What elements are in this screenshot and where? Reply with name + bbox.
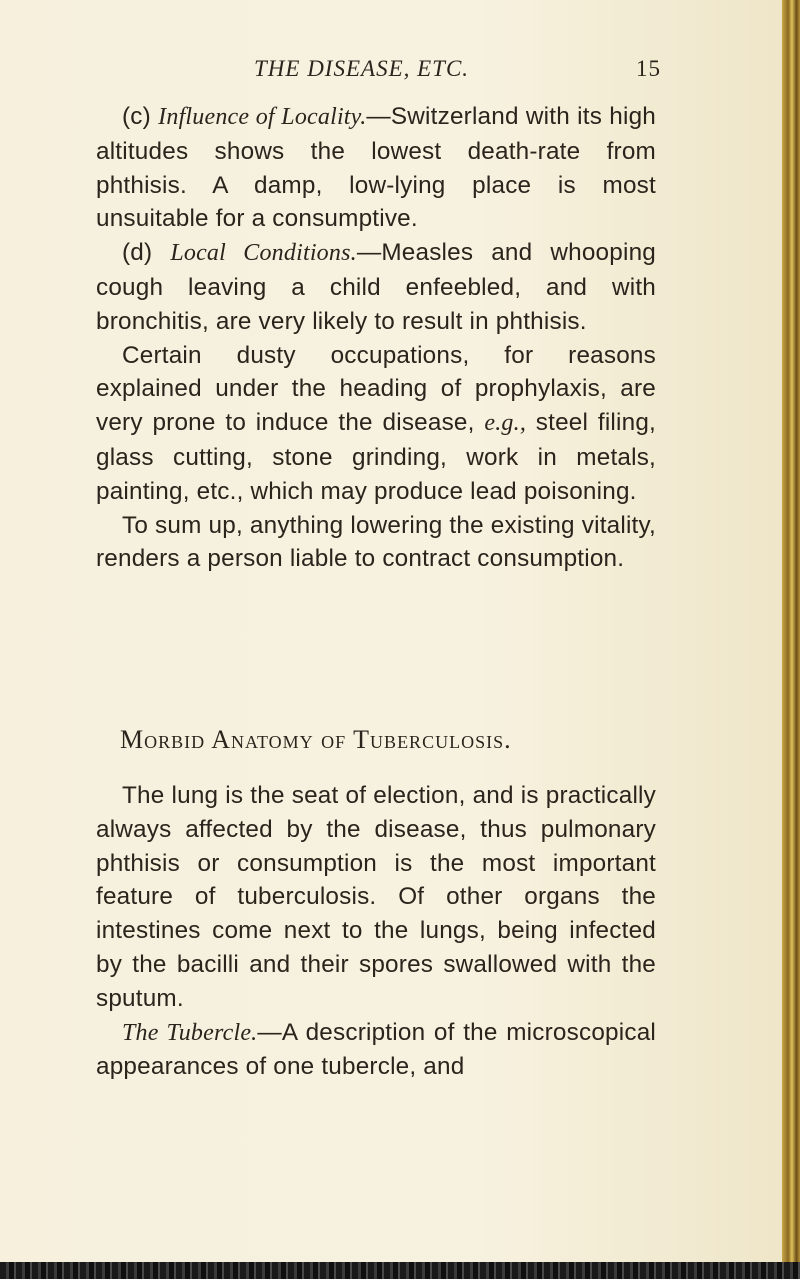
paragraph-body: The lung is the seat of election, and is practically always affected by the disease, thus pulmonary phthisis or consumption is the most important feature of tuberculosis. Of other organs the intestines come next to the lungs, being infected by the bacilli and their spores swallowed with the sputum. [96, 782, 656, 1012]
page-bottom-edge [0, 1262, 800, 1279]
run-in-heading: Local Conditions. [170, 240, 357, 267]
book-spine-edge [782, 0, 800, 1279]
run-in-heading: The Tubercle. [122, 1019, 258, 1046]
paragraph-body: —Switzerland with its high altitudes shows the lowest death-rate from phthisis. A damp, low-lying place is most unsuitable for a consumptive. [96, 103, 657, 233]
text-block-upper [96, 100, 656, 576]
paragraph-body: steel filing, glass cutting, stone grinding, work in metals, painting, etc., which may produce lead poisoning. [96, 409, 657, 505]
paragraph-the-tubercle [96, 1016, 656, 1085]
item-label: (d) [122, 239, 153, 267]
paragraph-dusty-occupations [96, 339, 656, 509]
paragraph-body: —A description of the microscopical appearances of one tubercle, and [96, 1018, 656, 1081]
paragraph-local-conditions [96, 236, 656, 338]
text-block-lower [96, 779, 656, 1084]
paragraph-influence-of-locality [96, 100, 656, 236]
run-in-heading: Influence of Locality. [158, 104, 367, 130]
paragraph-body: To sum up, anything lowering the existing vitality, renders a person liable to contract consumption. [96, 511, 656, 573]
running-title: THE DISEASE, ETC. [254, 56, 470, 81]
paragraph-sum-up [96, 509, 656, 577]
page-number: 15 [636, 56, 661, 81]
item-label: (c) [122, 103, 151, 130]
paragraph-lung-seat [96, 779, 656, 1016]
section-heading: Morbid Anatomy of Tuberculosis. [120, 725, 512, 754]
paragraph-body: Certain dusty occupations, for reasons explained under the heading of prophylaxis, are very prone to induce the disease, [96, 341, 656, 437]
eg-abbreviation: e.g., [484, 410, 527, 437]
paragraph-body: —Measles and whooping cough leaving a child enfeebled, and with bronchitis, are very likely to result in phthisis. [96, 239, 657, 335]
